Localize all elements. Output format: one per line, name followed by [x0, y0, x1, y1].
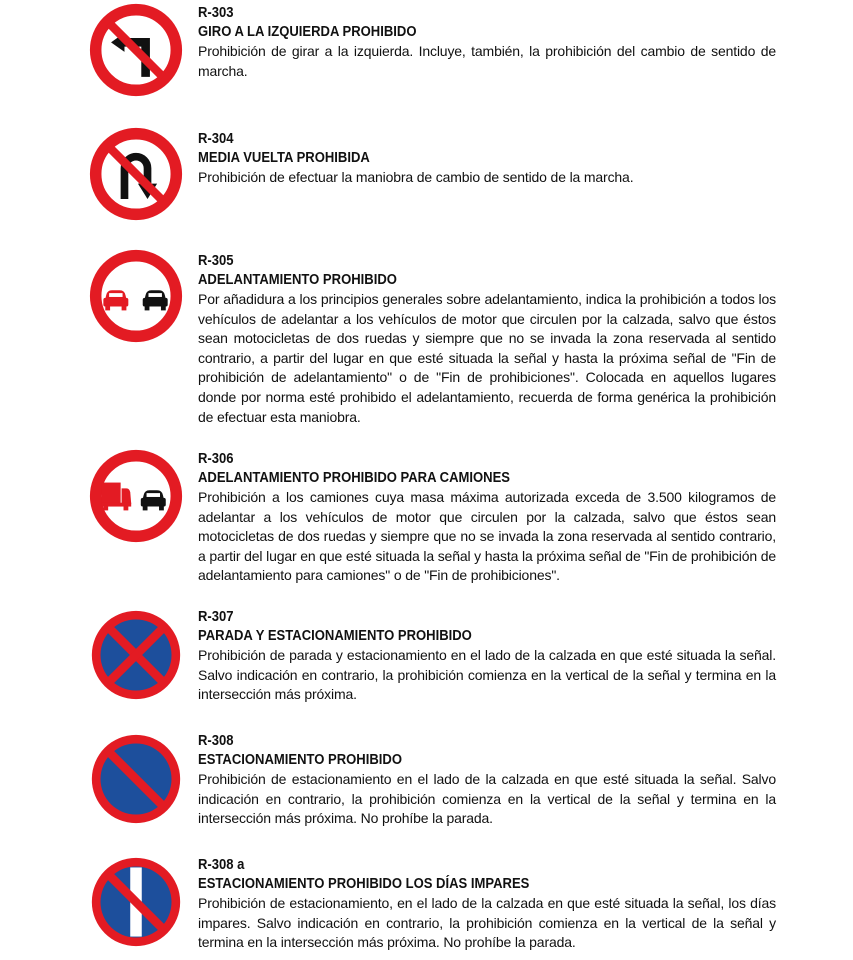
no-parking-sign-icon: [88, 731, 184, 827]
sign-text: [198, 856, 776, 953]
no-stopping-sign-icon: [88, 607, 184, 703]
no-overtaking-trucks-sign-icon: [88, 448, 184, 544]
no-left-turn-sign-icon: [88, 2, 184, 98]
sign-code: R-306: [198, 451, 234, 467]
sign-text: [198, 732, 776, 829]
sign-text: [198, 608, 776, 705]
sign-text: [198, 450, 776, 586]
sign-description: Prohibición de girar a la izquierda. Incluye, también, la prohibición del cambio de sentido de marcha.: [198, 43, 776, 79]
sign-title: ADELANTAMIENTO PROHIBIDO: [198, 272, 397, 288]
sign-title: PARADA Y ESTACIONAMIENTO PROHIBIDO: [198, 628, 472, 644]
sign-description: Por añadidura a los principios generales sobre adelantamiento, indica la prohibición a todos los vehículos de adelantar a los vehículos de motor que circulen por la calzada, salvo que éstos sean motocicletas de dos ruedas y siempre que no se invada la zona reservada al sentido contrario, a partir del lugar en que esté situada la señal y hasta la próxima señal de "Fin de prohibición de adelantamiento" o de "Fin de prohibiciones". Colocada en aquellos lugares donde por norma esté prohibido el adelantamiento, recuerda de forma genérica la prohibición de efectuar esta maniobra.: [198, 291, 776, 425]
sign-code: R-307: [198, 609, 234, 625]
sign-description: Prohibición a los camiones cuya masa máxima autorizada exceda de 3.500 kilogramos de adelantar a los vehículos de motor que circulen por la calzada, salvo que éstos sean motocicletas de dos ruedas y siempre que no se invada la zona reservada al sentido contrario, a partir del lugar en que esté situada la señal y hasta la próxima señal de "Fin de prohibición de adelantamiento para camiones" o de "Fin de prohibiciones".: [198, 489, 776, 584]
sign-title: ESTACIONAMIENTO PROHIBIDO LOS DÍAS IMPARES: [198, 876, 530, 892]
no-u-turn-sign-icon: [88, 126, 184, 222]
sign-text: [198, 252, 776, 427]
sign-code: R-303: [198, 5, 234, 21]
sign-text: [198, 4, 776, 81]
no-parking-odd-days-sign-icon: [88, 854, 184, 950]
sign-text: [198, 130, 776, 188]
sign-title: GIRO A LA IZQUIERDA PROHIBIDO: [198, 24, 417, 40]
sign-description: Prohibición de estacionamiento, en el lado de la calzada en que esté situada la señal, los días impares. Salvo indicación en contrario, la prohibición comienza en la vertical de la señal y termina en la intersección más próxima. No prohíbe la parada.: [198, 895, 776, 951]
sign-description: Prohibición de estacionamiento en el lado de la calzada en que esté situada la señal. Salvo indicación en contrario, la prohibición comienza en la vertical de la señal y termina en la intersección más próxima. No prohíbe la parada.: [198, 771, 776, 827]
sign-code: R-304: [198, 131, 234, 147]
sign-code: R-308 a: [198, 857, 245, 873]
sign-title: MEDIA VUELTA PROHIBIDA: [198, 150, 370, 166]
sign-code: R-305: [198, 253, 234, 269]
sign-description: Prohibición de efectuar la maniobra de cambio de sentido de la marcha.: [198, 169, 634, 185]
sign-title: ADELANTAMIENTO PROHIBIDO PARA CAMIONES: [198, 470, 511, 486]
sign-code: R-308: [198, 733, 234, 749]
sign-description: Prohibición de parada y estacionamiento en el lado de la calzada en que esté situada la señal. Salvo indicación en contrario, la prohibición comienza en la vertical de la señal y termina en la intersección más próxima.: [198, 647, 776, 703]
no-overtaking-sign-icon: [88, 248, 184, 344]
sign-title: ESTACIONAMIENTO PROHIBIDO: [198, 752, 402, 768]
